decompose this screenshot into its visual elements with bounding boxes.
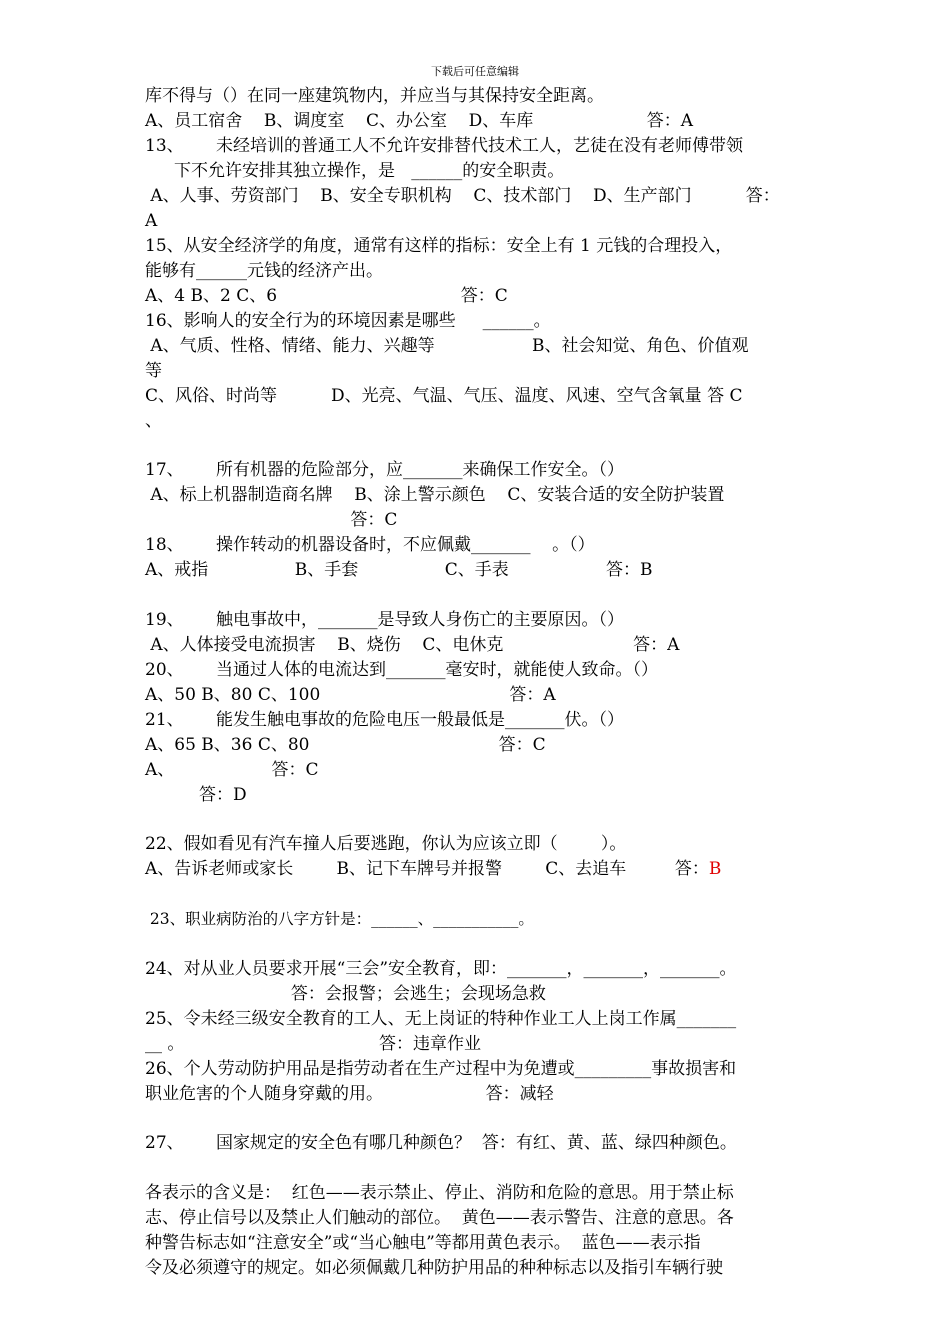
text-line: 13、 未经培训的普通工人不允许安排替代技术工人，艺徒在没有老师傅带领 bbox=[145, 136, 744, 156]
text-line: 22、假如看见有汽车撞人后要逃跑，你认为应该立即（ ）。 bbox=[145, 834, 627, 854]
text-line: 15、从安全经济学的角度，通常有这样的指标：安全上有 1 元钱的合理投入， bbox=[145, 236, 733, 256]
page-header: 下载后可任意编辑 bbox=[431, 65, 519, 78]
text-line: 志、停止信号以及禁止人们触动的部位。 黄色——表示警告、注意的意思。各 bbox=[145, 1208, 734, 1228]
text-line: 20、 当通过人体的电流达到_______毫安时，就能使人致命。（） bbox=[145, 660, 659, 680]
text-line: 答：C bbox=[145, 510, 398, 530]
text-line: 21、 能发生触电事故的危险电压一般最低是_______伏。（） bbox=[145, 710, 625, 730]
text-line: A、65 B、36 C、80 答：C bbox=[145, 735, 546, 755]
text-line: 19、 触电事故中，_______是导致人身伤亡的主要原因。（） bbox=[145, 610, 625, 630]
text-line: 23、职业病防治的八字方针是：______、___________。 bbox=[145, 910, 534, 928]
text-line: 答：会报警；会逃生；会现场急救 bbox=[145, 984, 546, 1004]
text-line: 18、 操作转动的机器设备时，不应佩戴_______ 。（） bbox=[145, 535, 595, 555]
text-line: 库不得与（）在同一座建筑物内，并应当与其保持安全距离。 bbox=[145, 86, 604, 106]
text-line: 答：D bbox=[145, 785, 247, 805]
text-line: A bbox=[145, 211, 158, 231]
text-line: __ 。 答：违章作业 bbox=[145, 1034, 481, 1054]
text-line: A、50 B、80 C、100 答：A bbox=[145, 685, 556, 705]
text-line: 26、个人劳动防护用品是指劳动者在生产过程中为免遭或_________事故损害和 bbox=[145, 1059, 737, 1079]
text-line: 16、影响人的安全行为的环境因素是哪些 ______。 bbox=[145, 311, 551, 331]
text-line bbox=[145, 857, 721, 882]
text-line: 下不允许安排其独立操作，是 ______的安全职责。 bbox=[174, 161, 565, 181]
text-line: 27、 国家规定的安全色有哪几种颜色？ 答：有红、黄、蓝、绿四种颜色。 bbox=[145, 1133, 737, 1153]
text-line: 各表示的含义是： 红色——表示禁止、停止、消防和危险的意思。用于禁止标 bbox=[145, 1183, 734, 1203]
text-line: 职业危害的个人随身穿戴的用。 答：减轻 bbox=[145, 1084, 554, 1104]
text-line: C、风俗、时尚等 D、光亮、气温、气压、温度、风速、空气含氧量 答 C bbox=[145, 386, 743, 406]
text-line: A、戒指 B、手套 C、手表 答：B bbox=[145, 560, 653, 580]
text-line: A、气质、性格、情绪、能力、兴趣等 B、社会知觉、角色、价值观 bbox=[145, 336, 749, 356]
text-line: A、 答：C bbox=[145, 760, 319, 780]
text-line: 令及必须遵守的规定。如必须佩戴几种防护用品的种种标志以及指引车辆行驶 bbox=[145, 1258, 723, 1278]
text-line: A、人事、劳资部门 B、安全专职机构 C、技术部门 D、生产部门 答： bbox=[145, 186, 780, 206]
text-line: A、标上机器制造商名牌 B、涂上警示颜色 C、安装合适的安全防护装置 bbox=[145, 485, 725, 505]
text-line: 、 bbox=[145, 411, 162, 431]
text-line: 24、对从业人员要求开展“三会”安全教育，即：_______，_______，_______。 bbox=[145, 959, 737, 979]
text-line: A、4 B、2 C、6 答：C bbox=[145, 286, 508, 306]
answer-highlight: B bbox=[708, 859, 722, 879]
text-line: A、人体接受电流损害 B、烧伤 C、电休克 答：A bbox=[145, 635, 680, 655]
text-line: 17、 所有机器的危险部分，应_______来确保工作安全。（） bbox=[145, 460, 625, 480]
text-line: A、员工宿舍 B、调度室 C、办公室 D、车库 答：A bbox=[145, 111, 694, 131]
text-line: 种警告标志如“注意安全”或“当心触电”等都用黄色表示。 蓝色——表示指 bbox=[145, 1233, 701, 1253]
text-line: 等 bbox=[145, 361, 162, 381]
text-line: 能够有______元钱的经济产出。 bbox=[145, 261, 383, 281]
text-line: 25、令未经三级安全教育的工人、无上岗证的特种作业工人上岗工作属_______ bbox=[145, 1009, 737, 1029]
text-segment: A、告诉老师或家长 B、记下车牌号并报警 C、去追车 答： bbox=[145, 859, 709, 879]
